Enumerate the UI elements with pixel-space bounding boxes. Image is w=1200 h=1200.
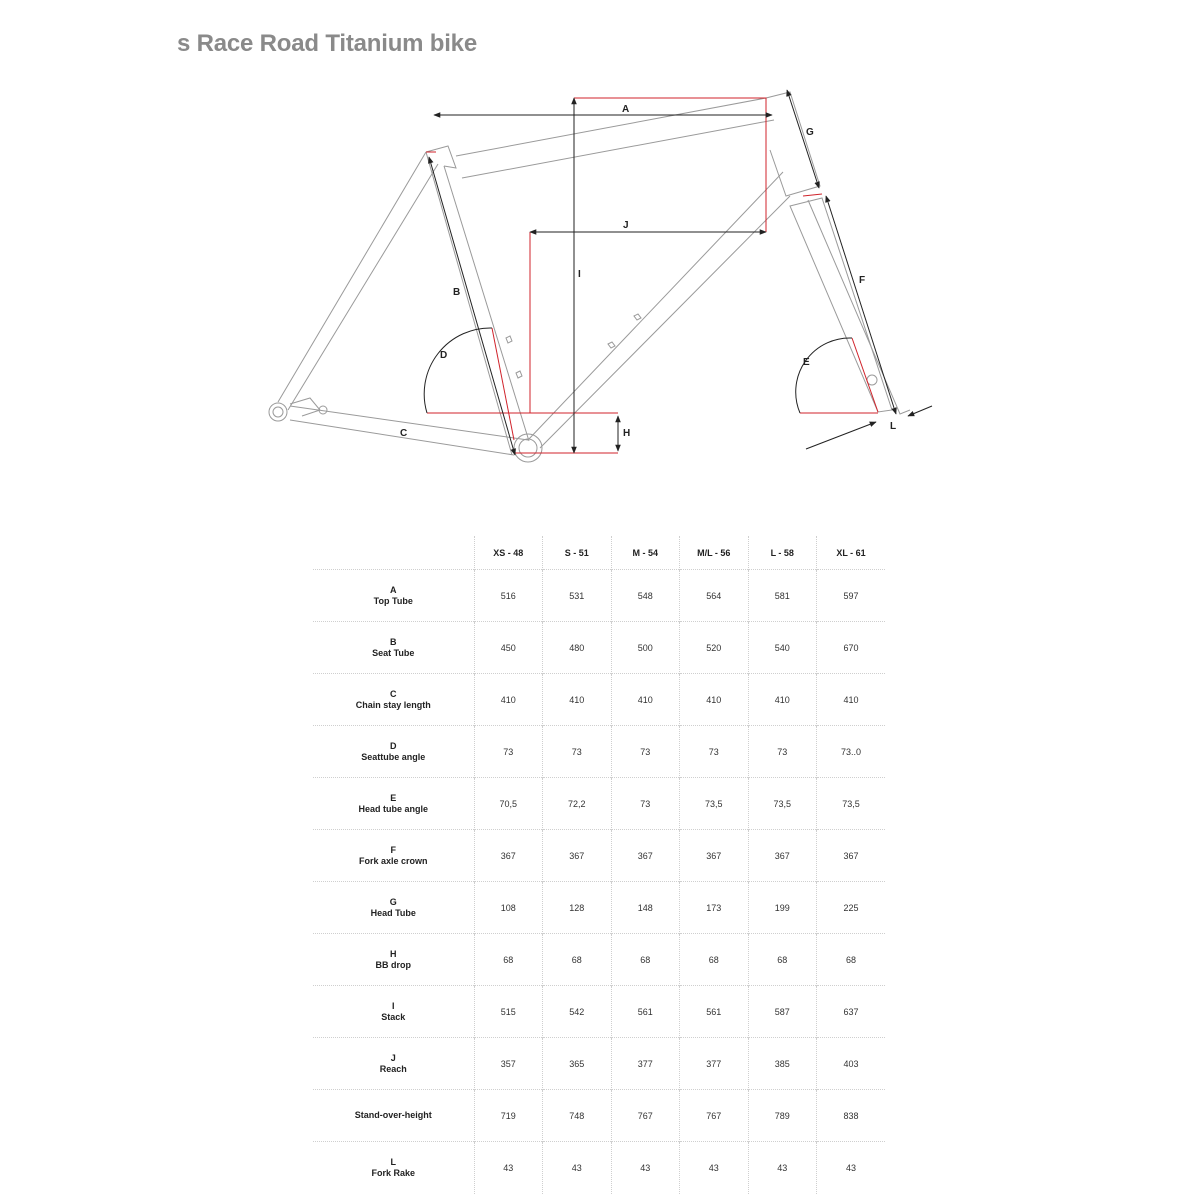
table-cell: 789: [748, 1090, 817, 1142]
row-name: Stack: [381, 1011, 406, 1022]
table-cell: 73: [543, 726, 612, 778]
table-cell: 43: [817, 1142, 886, 1194]
table-cell: 403: [817, 1038, 886, 1090]
table-cell: 500: [611, 622, 680, 674]
row-label: [313, 570, 474, 622]
table-cell: 410: [748, 674, 817, 726]
table-cell: 531: [543, 570, 612, 622]
table-cell: 581: [748, 570, 817, 622]
table-cell: 838: [817, 1090, 886, 1142]
table-cell: 516: [474, 570, 543, 622]
top-tube: [456, 98, 774, 178]
dim-b: [429, 157, 515, 455]
table-cell: 43: [474, 1142, 543, 1194]
table-cell: 73: [611, 726, 680, 778]
table-cell: 410: [680, 674, 749, 726]
bottom-bracket-inner: [519, 439, 537, 457]
label-i: I: [578, 269, 581, 280]
frame-geometry-diagram: [0, 0, 1200, 500]
table-cell: 68: [748, 934, 817, 986]
table-cell: 515: [474, 986, 543, 1038]
table-cell: 365: [543, 1038, 612, 1090]
table-cell: 719: [474, 1090, 543, 1142]
table-cell: 128: [543, 882, 612, 934]
table-cell: 670: [817, 622, 886, 674]
row-name: Reach: [379, 1063, 407, 1074]
row-label: [313, 1142, 474, 1194]
row-code: E: [390, 792, 397, 803]
row-name: BB drop: [375, 959, 411, 970]
row-name: Fork axle crown: [358, 855, 428, 866]
dim-l-lower: [806, 422, 876, 449]
table-cell: 73: [748, 726, 817, 778]
label-j: J: [623, 220, 629, 231]
table-cell: 748: [543, 1090, 612, 1142]
label-g: G: [806, 127, 814, 138]
table-cell: 377: [680, 1038, 749, 1090]
label-a: A: [622, 104, 630, 115]
row-name: Head Tube: [370, 907, 416, 918]
table-cell: 410: [611, 674, 680, 726]
measure-fork-top: [803, 194, 822, 196]
table-cell: 173: [680, 882, 749, 934]
row-name: Top Tube: [373, 595, 413, 606]
table-cell: 68: [474, 934, 543, 986]
row-code: G: [389, 896, 397, 907]
row-label: [313, 778, 474, 830]
table-cell: 68: [611, 934, 680, 986]
fork-blade: [808, 200, 910, 414]
table-cell: 548: [611, 570, 680, 622]
table-cell: 357: [474, 1038, 543, 1090]
table-cell: 43: [611, 1142, 680, 1194]
table-cell: 73,5: [748, 778, 817, 830]
table-cell: 561: [680, 986, 749, 1038]
table-cell: 587: [748, 986, 817, 1038]
table-cell: 68: [680, 934, 749, 986]
table-row: [313, 882, 885, 934]
table-cell: 43: [680, 1142, 749, 1194]
table-row: [313, 778, 885, 830]
row-label: [313, 1038, 474, 1090]
row-label: [313, 830, 474, 882]
seat-stay: [278, 152, 438, 410]
label-b: B: [453, 287, 461, 298]
row-code: J: [390, 1052, 396, 1063]
dim-f: [826, 196, 896, 414]
row-label: [313, 1090, 474, 1142]
row-name: Seat Tube: [372, 647, 415, 658]
down-tube: [528, 172, 790, 448]
label-e: E: [803, 357, 810, 368]
dim-e-arc: [796, 338, 852, 413]
bike-frame: [269, 92, 910, 462]
table-cell: 561: [611, 986, 680, 1038]
row-code: F: [390, 844, 396, 855]
table-cell: 367: [543, 830, 612, 882]
table-cell: 385: [748, 1038, 817, 1090]
table-cell: 480: [543, 622, 612, 674]
table-cell: 73,5: [680, 778, 749, 830]
table-cell: 199: [748, 882, 817, 934]
seat-tube: [426, 152, 529, 455]
table-cell: 225: [817, 882, 886, 934]
table-row: [313, 674, 885, 726]
row-code: C: [390, 688, 397, 699]
table-row: [313, 1090, 885, 1142]
table-cell: 377: [611, 1038, 680, 1090]
row-code: L: [390, 1156, 396, 1167]
row-code: D: [390, 740, 397, 751]
size-header: S - 51: [543, 536, 612, 570]
size-header: M/L - 56: [680, 536, 749, 570]
row-name: Stand-over-height: [354, 1110, 432, 1120]
dim-g: [787, 90, 819, 188]
row-name: Head tube angle: [358, 803, 428, 814]
table-cell: 108: [474, 882, 543, 934]
rear-dropout-inner: [273, 407, 283, 417]
row-code: B: [390, 636, 397, 647]
label-c: C: [400, 428, 408, 439]
row-label: [313, 726, 474, 778]
table-cell: 767: [611, 1090, 680, 1142]
table-cell: 68: [817, 934, 886, 986]
row-label: [313, 622, 474, 674]
row-label: [313, 674, 474, 726]
header-corner: [313, 536, 474, 570]
table-cell: 450: [474, 622, 543, 674]
table-cell: 767: [680, 1090, 749, 1142]
table-cell: 367: [817, 830, 886, 882]
page-title: s Race Road Titanium bike: [177, 30, 477, 57]
table-cell: 70,5: [474, 778, 543, 830]
table-row: [313, 1038, 885, 1090]
table-cell: 68: [543, 934, 612, 986]
table-cell: 73: [680, 726, 749, 778]
table-cell: 73: [474, 726, 543, 778]
table-cell: 43: [748, 1142, 817, 1194]
table-cell: 73,5: [817, 778, 886, 830]
table-cell: 410: [474, 674, 543, 726]
row-code: H: [390, 948, 397, 959]
table-cell: 367: [611, 830, 680, 882]
dim-l-upper: [908, 406, 932, 416]
table-row: [313, 726, 885, 778]
table-cell: 597: [817, 570, 886, 622]
table-cell: 73..0: [817, 726, 886, 778]
table-row: [313, 986, 885, 1038]
label-d: D: [440, 350, 448, 361]
table-row: [313, 570, 885, 622]
geometry-table: [313, 536, 885, 1194]
row-code: I: [391, 1000, 395, 1011]
table-cell: 542: [543, 986, 612, 1038]
table-cell: 367: [748, 830, 817, 882]
table-cell: 72,2: [543, 778, 612, 830]
label-l: L: [890, 421, 897, 432]
table-row: [313, 830, 885, 882]
table-cell: 637: [817, 986, 886, 1038]
table-cell: 410: [817, 674, 886, 726]
size-header: M - 54: [611, 536, 680, 570]
table-cell: 540: [748, 622, 817, 674]
row-name: Fork Rake: [371, 1167, 416, 1178]
table-cell: 410: [543, 674, 612, 726]
row-code: A: [390, 584, 397, 595]
row-name: Chain stay length: [355, 699, 431, 710]
size-header-row: [313, 536, 885, 570]
table-cell: 43: [543, 1142, 612, 1194]
row-label: [313, 986, 474, 1038]
table-cell: 564: [680, 570, 749, 622]
measure-lines: [426, 98, 878, 453]
table-row: [313, 934, 885, 986]
table-row: [313, 622, 885, 674]
table-cell: 367: [680, 830, 749, 882]
seat-collar: [426, 146, 456, 168]
measure-top-reference: [574, 98, 766, 232]
dimension-labels: [400, 104, 896, 439]
rear-dropout-outer: [269, 403, 287, 421]
table-cell: 520: [680, 622, 749, 674]
row-label: [313, 934, 474, 986]
row-name: Seattube angle: [361, 751, 426, 762]
label-h: H: [623, 428, 631, 439]
dimension-arrows: [424, 90, 932, 455]
table-row: [313, 1142, 885, 1194]
size-header: XL - 61: [817, 536, 886, 570]
label-f: F: [859, 275, 866, 286]
size-header: XS - 48: [474, 536, 543, 570]
row-label: [313, 882, 474, 934]
table-cell: 367: [474, 830, 543, 882]
table-cell: 148: [611, 882, 680, 934]
table-cell: 73: [611, 778, 680, 830]
size-header: L - 58: [748, 536, 817, 570]
